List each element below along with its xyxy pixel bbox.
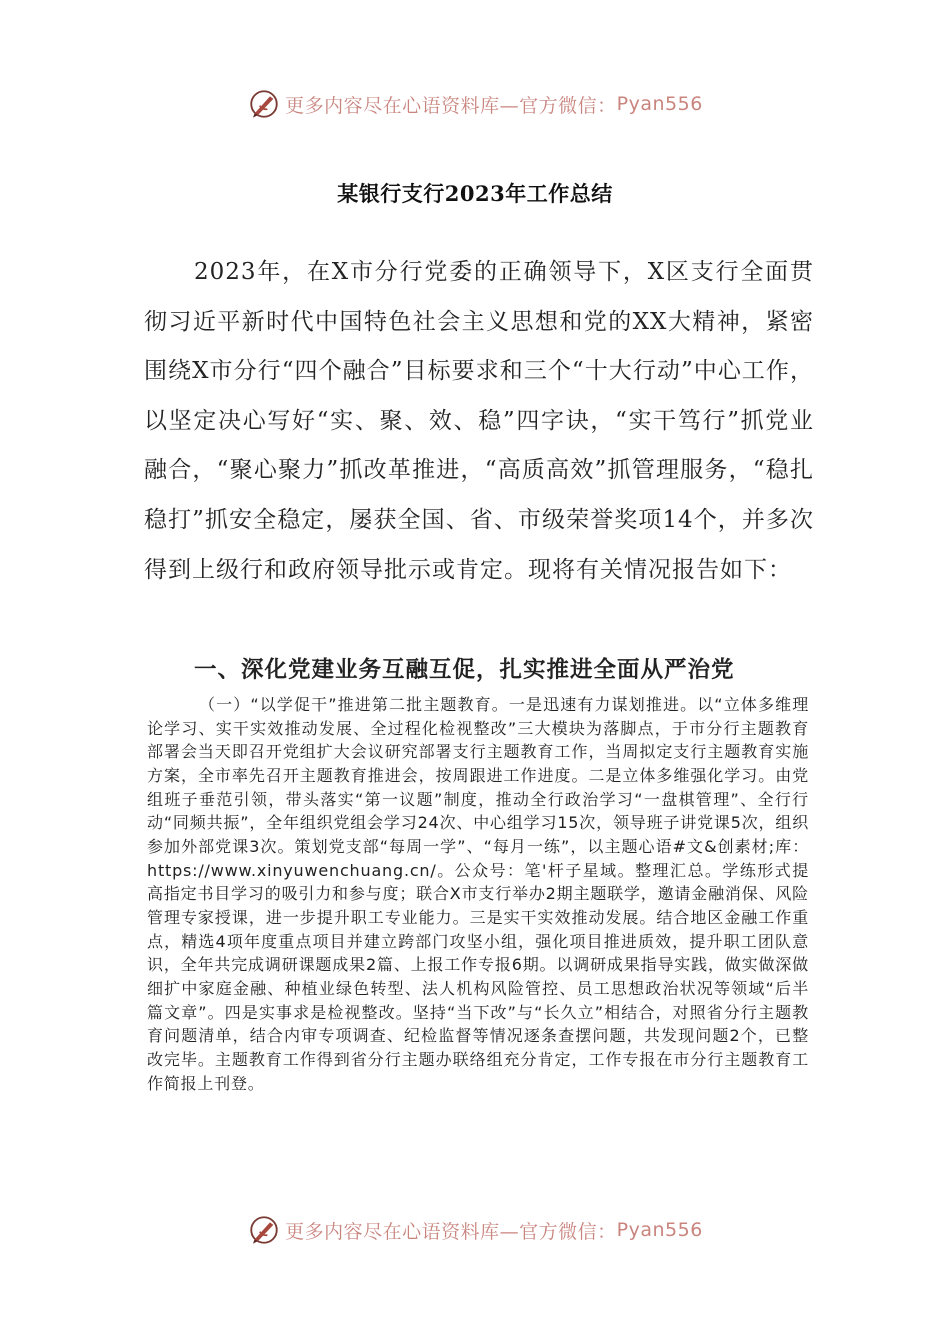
intro-paragraph: 2023年，在X市分行党委的正确领导下，X区支行全面贯彻习近平新时代中国特色社会主义思想和党的XX大精神，紧密围绕X市分行“四个融合”目标要求和三个“十大行动”中心工作，以坚定决心写好“实、聚、效、稳”四字诀，“实干笃行”抓党业融合，“聚心聚力”抓改革推进，“高质高效”抓管理服务，“稳扎稳打”抓安全稳定，屡获全国、省、市级荣誉奖项14个，并多次得到上级行和政府领导批示或肯定。现将有关情况报告如下： xyxy=(144,259,814,583)
pen-circle-logo-icon xyxy=(247,1213,281,1247)
section-heading-1: 一、深化党建业务互融互促，扎实推进全面从严治党 xyxy=(194,657,735,683)
pen-circle-logo-icon xyxy=(247,87,281,121)
watermark-text: 更多内容尽在心语资料库—官方微信： xyxy=(285,94,617,117)
watermark-wechat-id: Pyan556 xyxy=(616,93,703,115)
document-title: 某银行支行2023年工作总结 xyxy=(337,181,613,206)
watermark-footer xyxy=(0,1210,950,1250)
body-paragraph-1: （一）“以学促干”推进第二批主题教育。一是迅速有力谋划推进。以“立体多维理论学习、实干实效推动发展、全过程化检视整改”三大模块为落脚点，于市分行主题教育部署会当天即召开党组扩大会议研究部署支行主题教育工作，当周拟定支行主题教育实施方案，全市率先召开主题教育推进会，按周跟进工作进度。二是立体多维强化学习。由党组班子垂范引领，带头落实“第一议题”制度，推动全行政治学习“一盘棋管理”、全行行动“同频共振”，全年组织党组会学习24次、中心组学习15次，领导班子讲党课5次，组织参加外部党课3次。策划党支部“每周一学”、“每月一练”，以主题心语#文&创素材;库：https://www.xinyuwenchuang.cn/。公众号：笔'杆子星域。整理汇总。学练形式提高指定书目学习的吸引力和参与度；联合X市支行举办2期主题联学，邀请金融消保、风险管理专家授课，进一步提升职工专业能力。三是实干实效推动发展。结合地区金融工作重点，精选4项年度重点项目并建立跨部门攻坚小组，强化项目推进质效，提升职工团队意识，全年共完成调研课题成果2篇、上报工作专报6期。以调研成果指导实践，做实做深做细扩中家庭金融、种植业绿色转型、法人机构风险管控、员工思想政治状况等领域“后半篇文章”。四是实事求是检视整改。坚持“当下改”与“长久立”相结合，对照省分行主题教育问题清单，结合内审专项调查、纪检监督等情况逐条查摆问题，共发现问题2个，已整改完毕。主题教育工作得到省分行主题办联络组充分肯定，工作专报在市分行主题教育工作简报上刊登。 xyxy=(147,695,809,1093)
watermark-header xyxy=(0,84,950,124)
watermark-wechat-id: Pyan556 xyxy=(616,1219,703,1241)
watermark-text: 更多内容尽在心语资料库—官方微信： xyxy=(285,1220,617,1243)
